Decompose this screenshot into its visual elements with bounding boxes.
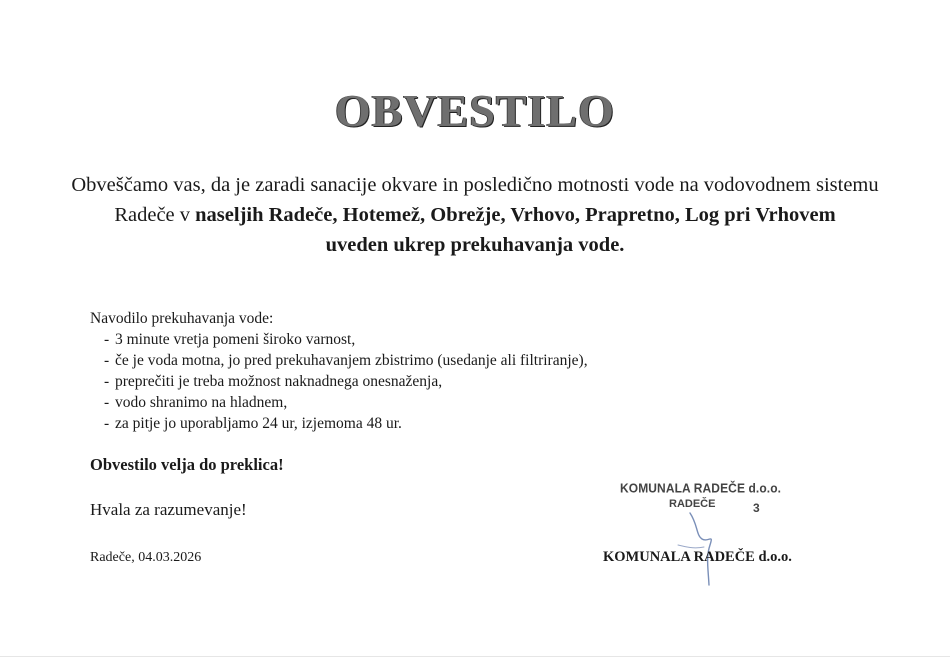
affected-settlements: naseljih Radeče, Hotemež, Obrežje, Vrhovo, Prapretno, Log pri Vrhovem: [195, 204, 836, 226]
list-item: - 3 minute vretja pomeni široko varnost,: [90, 329, 790, 350]
instructions-heading: Navodilo prekuhavanja vode:: [90, 310, 274, 327]
stamp-number: 3: [753, 501, 760, 515]
stamp-place: RADEČE: [669, 498, 716, 510]
stamp-company-name: KOMUNALA RADEČE d.o.o.: [620, 480, 782, 496]
intro-text: Obveščamo vas, da je zaradi sanacije okvare in posledično motnosti vode na vodovodnem sistemu Radeče v: [71, 174, 879, 226]
list-item: - vodo shranimo na hladnem,: [90, 392, 790, 413]
list-item: - če je voda motna, jo pred prekuhavanjem zbistrimo (usedanje ali filtriranje),: [90, 350, 790, 371]
instructions-list: [90, 329, 790, 434]
signature-icon: [660, 505, 740, 590]
page-edge-divider: [0, 656, 950, 657]
thanks-note: Hvala za razumevanje!: [90, 500, 247, 519]
validity-note: Obvestilo velja do preklica!: [90, 455, 284, 474]
company-stamp: [620, 480, 790, 515]
list-item: - za pitje jo uporabljamo 24 ur, izjemoma 48 ur.: [90, 413, 790, 434]
list-item: - preprečiti je treba možnost naknadnega onesnaženja,: [90, 371, 790, 392]
place-date: Radeče, 04.03.2026: [90, 550, 202, 565]
intro-paragraph: [60, 170, 890, 260]
company-signature-name: KOMUNALA RADEČE d.o.o.: [603, 549, 792, 565]
boiling-instructions: [90, 308, 790, 434]
measure-text: uveden ukrep prekuhavanja vode.: [325, 234, 625, 256]
notice-title: OBVESTILO: [335, 85, 615, 136]
